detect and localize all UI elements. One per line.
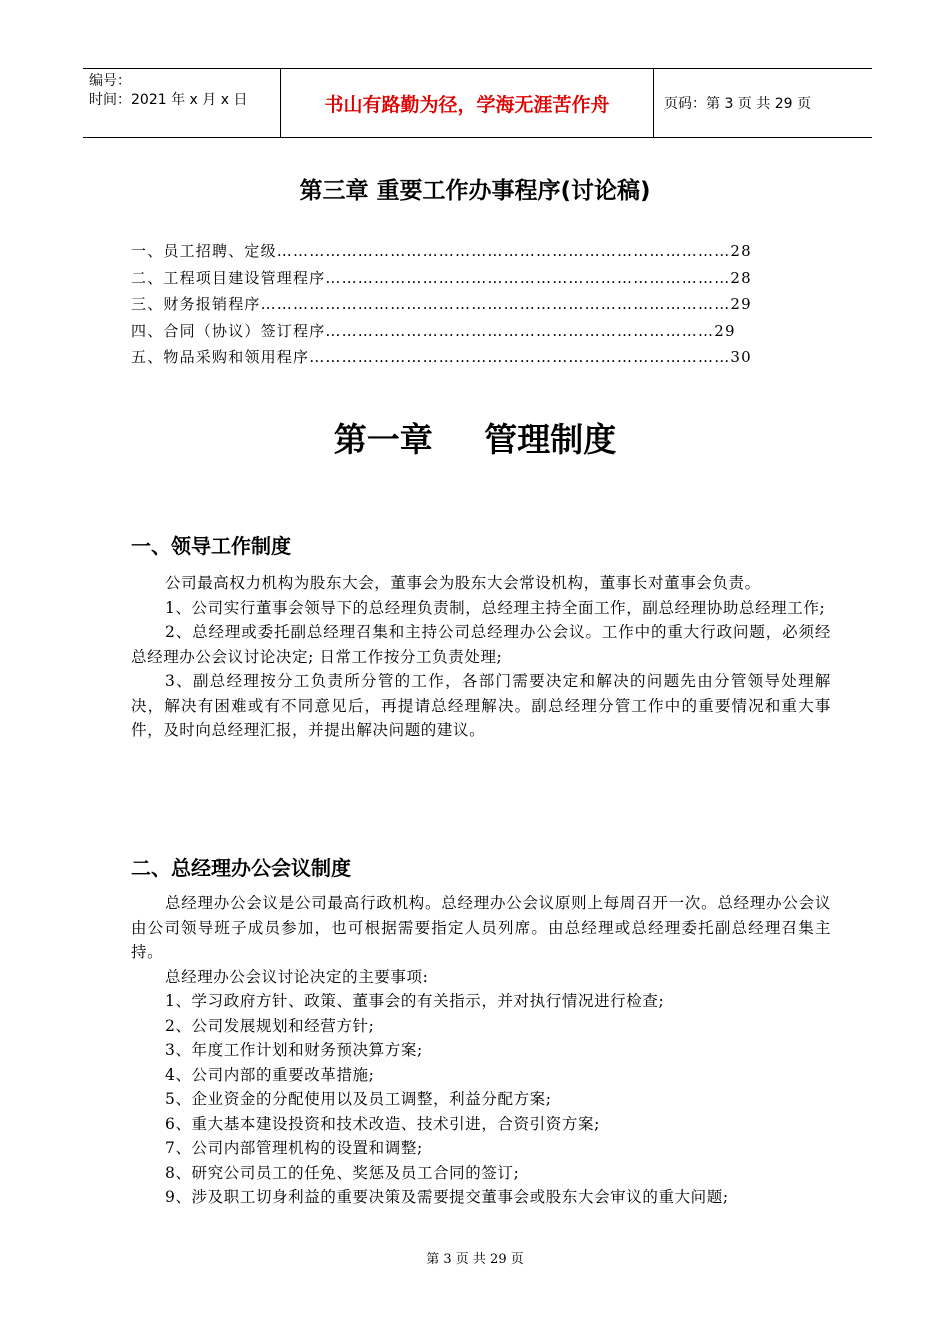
list-item: 2、公司发展规划和经营方针; [165,1016,375,1035]
paragraph: 1、公司实行董事会领导下的总经理负责制，总经理主持全面工作，副总经理协助总经理工作; [165,598,826,617]
page-header [83,68,872,138]
toc-item[interactable]: 三、财务报销程序……………………………………………………………………………29 [131,295,752,313]
toc-item[interactable]: 四、合同（协议）签订程序………………………………………………………………29 [131,321,736,340]
paragraph: 公司最高权力机构为股东大会，董事会为股东大会常设机构，董事长对董事会负责。 [165,574,761,592]
number-label: 编号： [89,73,131,89]
list-item: 1、学习政府方针、政策、董事会的有关指示，并对执行情况进行检查; [165,992,665,1010]
header-page-label: 页码：第 3 页 共 29 页 [664,96,811,112]
paragraph: 总经理办公会议是公司最高行政机构。总经理办公会议原则上每周召开一次。总经理办公会议由公司领导班子成员参加，也可根据需要指定人员列席。由总经理或总经理委托副总经理召集主持。 [131,894,831,961]
section-heading: 二、总经理办公会议制度 [131,856,351,880]
list-item: 4、公司内部的重要改革措施; [165,1065,375,1084]
section-office-meeting [131,852,831,1210]
list-item: 9、涉及职工切身利益的重要决策及需要提交董事会或股东大会审议的重大问题; [165,1188,729,1206]
paragraph: 总经理办公会议讨论决定的主要事项: [165,967,429,986]
chapter1-title: 第一章 管理制度 [333,420,617,459]
toc-item[interactable]: 五、物品采购和领用程序……………………………………………………………………30 [131,348,752,366]
chapter3-title: 第三章 重要工作办事程序(讨论稿) [299,178,651,204]
list-item: 5、企业资金的分配使用以及员工调整，利益分配方案; [165,1090,552,1108]
table-of-contents [131,238,821,371]
section-heading: 一、领导工作制度 [131,534,291,558]
header-motto: 书山有路勤为径，学海无涯苦作舟 [281,69,654,137]
list-item: 7、公司内部管理机构的设置和调整; [165,1139,423,1157]
page-footer: 第 3 页 共 29 页 [426,1252,524,1267]
list-item: 6、重大基本建设投资和技术改造、技术引进，合资引资方案; [165,1114,600,1133]
list-item: 3、年度工作计划和财务预决算方案; [165,1041,423,1059]
toc-item[interactable]: 二、工程项目建设管理程序…………………………………………………………………28 [131,268,752,287]
header-meta [83,69,281,137]
paragraph: 2、总经理或委托副总经理召集和主持公司总经理办公会议。工作中的重大行政问题，必须经总经理办公会议讨论决定; 日常工作按分工负责处理; [131,623,831,666]
toc-item[interactable]: 一、员工招聘、定级…………………………………………………………………………28 [131,242,752,260]
list-item: 8、研究公司员工的任免、奖惩及员工合同的签订; [165,1163,520,1182]
paragraph: 3、副总经理按分工负责所分管的工作，各部门需要决定和解决的问题先由分管领导处理解决，解决有困难或有不同意见后，再提请总经理解决。副总经理分管工作中的重要情况和重大事件，及时向总经理汇报，并提出解决问题的建议。 [131,672,831,739]
section-leadership [131,530,831,743]
time-label: 时间：2021 年 x 月 x 日 [89,92,248,108]
